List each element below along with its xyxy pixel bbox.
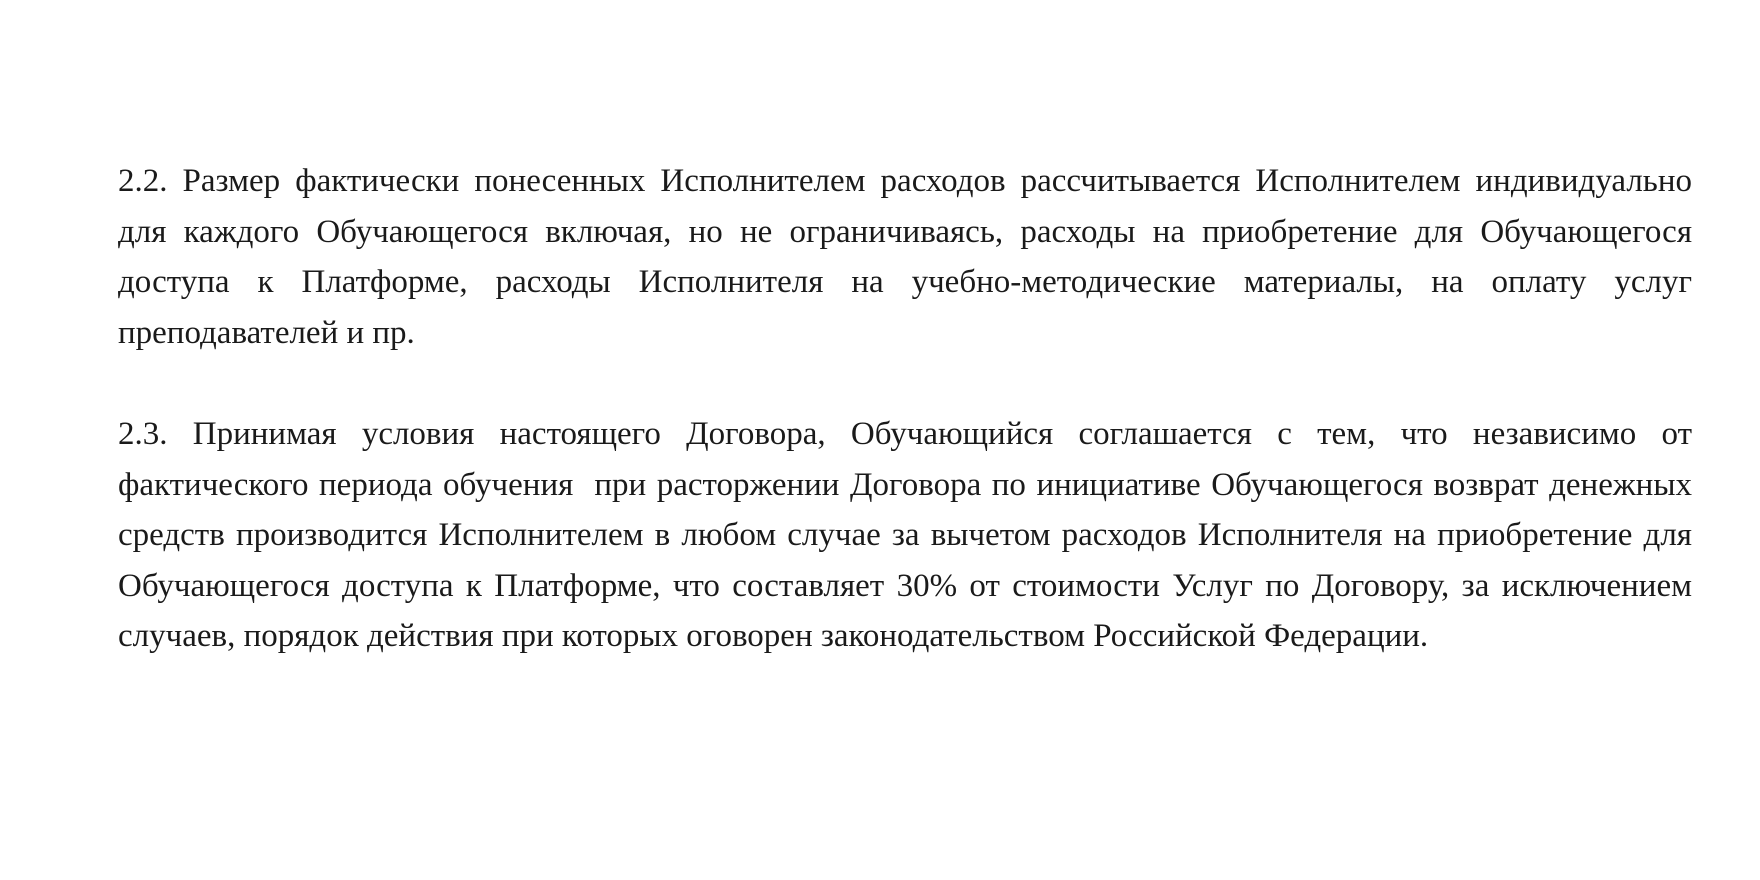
document-body	[118, 156, 1701, 713]
paragraph-2-2: 2.2. Размер фактически понесенных Исполнителем расходов рассчитывается Исполнителем индивидуально для каждого Обучающегося включая, но не ограничиваясь, расходы на приобретение для Обучающегося доступа к Платформе, расходы Исполнителя на учебно-методические материалы, на оплату услуг преподавателей и пр.	[118, 163, 1701, 351]
paragraph-2-3: 2.3. Принимая условия настоящего Договора, Обучающийся соглашается с тем, что независимо от фактического периода обучения при расторжении Договора по инициативе Обучающегося возврат денежных средств производится Исполнителем в любом случае за вычетом расходов Исполнителя на приобретение для Обучающегося доступа к Платформе, что составляет 30% от стоимости Услуг по Договору, за исключением случаев, порядок действия при которых оговорен законодательством Российской Федерации.	[118, 416, 1701, 654]
